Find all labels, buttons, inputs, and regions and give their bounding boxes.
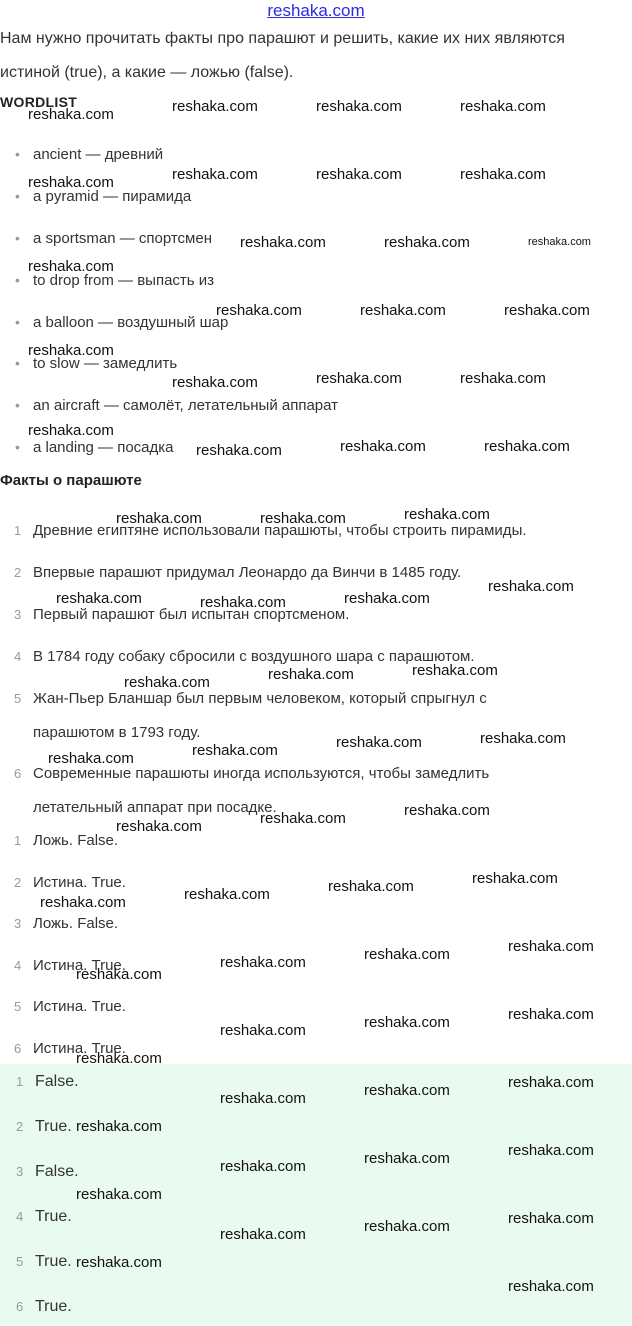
watermark: reshaka.com bbox=[28, 422, 114, 439]
watermark: reshaka.com bbox=[220, 1022, 306, 1039]
fact-item: 2 Впервые парашют придумал Леонардо да Винчи в 1485 году. bbox=[14, 564, 462, 581]
watermark: reshaka.com bbox=[504, 302, 590, 319]
wordlist-item: • ancient — древний bbox=[15, 146, 164, 163]
watermark: reshaka.com bbox=[40, 894, 126, 911]
fact-item: 6 Современные парашюты иногда используются, чтобы замедлить летательный аппарат при посадке. bbox=[14, 765, 490, 816]
facts-heading: Факты о парашюте bbox=[0, 472, 142, 489]
watermark: reshaka.com bbox=[508, 1006, 594, 1023]
wordlist-item: • a pyramid — пирамида bbox=[15, 188, 192, 205]
bullet-icon: • bbox=[15, 439, 20, 455]
answer-ru-item: 4 Истина. True. bbox=[14, 957, 126, 974]
bullet-icon: • bbox=[15, 188, 20, 204]
wordlist-item: • an aircraft — самолёт, летательный аппарат bbox=[15, 397, 339, 414]
watermark: reshaka.com bbox=[460, 370, 546, 387]
watermark: reshaka.com bbox=[268, 666, 354, 683]
watermark: reshaka.com bbox=[508, 938, 594, 955]
answer-ru-item: 1 Ложь. False. bbox=[14, 832, 119, 849]
watermark: reshaka.com bbox=[508, 1074, 594, 1091]
site-header-link[interactable]: reshaka.com bbox=[267, 1, 365, 20]
watermark: reshaka.com bbox=[220, 1090, 306, 1107]
watermark: reshaka.com bbox=[220, 954, 306, 971]
watermark: reshaka.com bbox=[28, 342, 114, 359]
intro-text: Нам нужно прочитать факты про парашют и решить, какие их них являются истиной (true), а какие — ложью (false). bbox=[0, 30, 565, 81]
watermark: reshaka.com bbox=[172, 98, 258, 115]
answer-ru-item: 2 Истина. True. bbox=[14, 874, 126, 891]
watermark: reshaka.com bbox=[196, 442, 282, 459]
bullet-icon: • bbox=[15, 397, 20, 413]
watermark: reshaka.com bbox=[360, 302, 446, 319]
answer-en-item: 6 True. bbox=[16, 1298, 72, 1315]
bullet-icon: • bbox=[15, 314, 20, 330]
watermark: reshaka.com bbox=[472, 870, 558, 887]
fact-item: 1 Древние египтяне использовали парашюты, чтобы строить пирамиды. bbox=[14, 522, 527, 539]
watermark: reshaka.com bbox=[260, 810, 346, 827]
watermark: reshaka.com bbox=[340, 438, 426, 455]
bullet-icon: • bbox=[15, 355, 20, 371]
watermark: reshaka.com bbox=[172, 166, 258, 183]
watermark: reshaka.com bbox=[480, 730, 566, 747]
watermark: reshaka.com bbox=[316, 166, 402, 183]
watermark: reshaka.com bbox=[76, 1118, 162, 1135]
watermark: reshaka.com bbox=[460, 166, 546, 183]
answer-en-item: 1 False. bbox=[16, 1073, 79, 1090]
watermark: reshaka.com bbox=[412, 662, 498, 679]
watermark: reshaka.com bbox=[48, 750, 134, 767]
watermark: reshaka.com bbox=[220, 1226, 306, 1243]
watermark: reshaka.com bbox=[220, 1158, 306, 1175]
watermark: reshaka.com bbox=[76, 1186, 162, 1203]
watermark: reshaka.com bbox=[316, 98, 402, 115]
answer-en-item: 2 True. bbox=[16, 1118, 72, 1135]
watermark: reshaka.com bbox=[508, 1210, 594, 1227]
fact-item: 4 В 1784 году собаку сбросили с воздушного шара с парашютом. bbox=[14, 648, 475, 665]
watermark: reshaka.com bbox=[484, 438, 570, 455]
wordlist-heading: WORDLIST bbox=[0, 94, 78, 110]
watermark: reshaka.com bbox=[364, 946, 450, 963]
wordlist-item: • a balloon — воздушный шар bbox=[15, 314, 229, 331]
watermark: reshaka.com bbox=[336, 734, 422, 751]
watermark: reshaka.com bbox=[116, 510, 202, 527]
watermark: reshaka.com bbox=[56, 590, 142, 607]
watermark: reshaka.com bbox=[316, 370, 402, 387]
watermark: reshaka.com bbox=[364, 1150, 450, 1167]
watermark: reshaka.com bbox=[76, 1254, 162, 1271]
watermark: reshaka.com bbox=[28, 174, 114, 191]
watermark: reshaka.com bbox=[216, 302, 302, 319]
wordlist-item: • a sportsman — спортсмен bbox=[15, 230, 212, 247]
fact-item: 3 Первый парашют был испытан спортсменом. bbox=[14, 606, 350, 623]
watermark: reshaka.com bbox=[124, 674, 210, 691]
watermark: reshaka.com bbox=[240, 234, 326, 251]
watermark: reshaka.com bbox=[508, 1142, 594, 1159]
watermark: reshaka.com bbox=[200, 594, 286, 611]
wordlist-item: • to drop from — выпасть из bbox=[15, 272, 215, 289]
watermark: reshaka.com bbox=[260, 510, 346, 527]
watermark: reshaka.com bbox=[488, 578, 574, 595]
answer-ru-item: 6 Истина. True. bbox=[14, 1040, 126, 1057]
watermark: reshaka.com bbox=[528, 236, 591, 248]
watermark: reshaka.com bbox=[184, 886, 270, 903]
watermark: reshaka.com bbox=[172, 374, 258, 391]
watermark: reshaka.com bbox=[28, 258, 114, 275]
watermark: reshaka.com bbox=[364, 1014, 450, 1031]
watermark: reshaka.com bbox=[364, 1082, 450, 1099]
watermark: reshaka.com bbox=[404, 802, 490, 819]
bullet-icon: • bbox=[15, 146, 20, 162]
watermark: reshaka.com bbox=[192, 742, 278, 759]
watermark: reshaka.com bbox=[404, 506, 490, 523]
fact-item: 5 Жан-Пьер Бланшар был первым человеком, который спрыгнул с парашютом в 1793 году. bbox=[14, 690, 487, 741]
answer-ru-item: 3 Ложь. False. bbox=[14, 915, 119, 932]
answer-en-item: 5 True. bbox=[16, 1253, 72, 1270]
bullet-icon: • bbox=[15, 272, 20, 288]
watermark: reshaka.com bbox=[76, 1050, 162, 1067]
answer-en-item: 4 True. bbox=[16, 1208, 72, 1225]
watermark: reshaka.com bbox=[460, 98, 546, 115]
watermark: reshaka.com bbox=[364, 1218, 450, 1235]
watermark: reshaka.com bbox=[508, 1278, 594, 1295]
watermark: reshaka.com bbox=[344, 590, 430, 607]
answer-en-item: 3 False. bbox=[16, 1163, 79, 1180]
watermark: reshaka.com bbox=[28, 106, 114, 123]
wordlist-item: • to slow — замедлить bbox=[15, 355, 178, 372]
watermark: reshaka.com bbox=[116, 818, 202, 835]
watermark: reshaka.com bbox=[328, 878, 414, 895]
watermark: reshaka.com bbox=[384, 234, 470, 251]
answer-ru-item: 5 Истина. True. bbox=[14, 998, 126, 1015]
bullet-icon: • bbox=[15, 230, 20, 246]
wordlist-item: • a landing — посадка bbox=[15, 439, 174, 456]
watermark: reshaka.com bbox=[76, 966, 162, 983]
